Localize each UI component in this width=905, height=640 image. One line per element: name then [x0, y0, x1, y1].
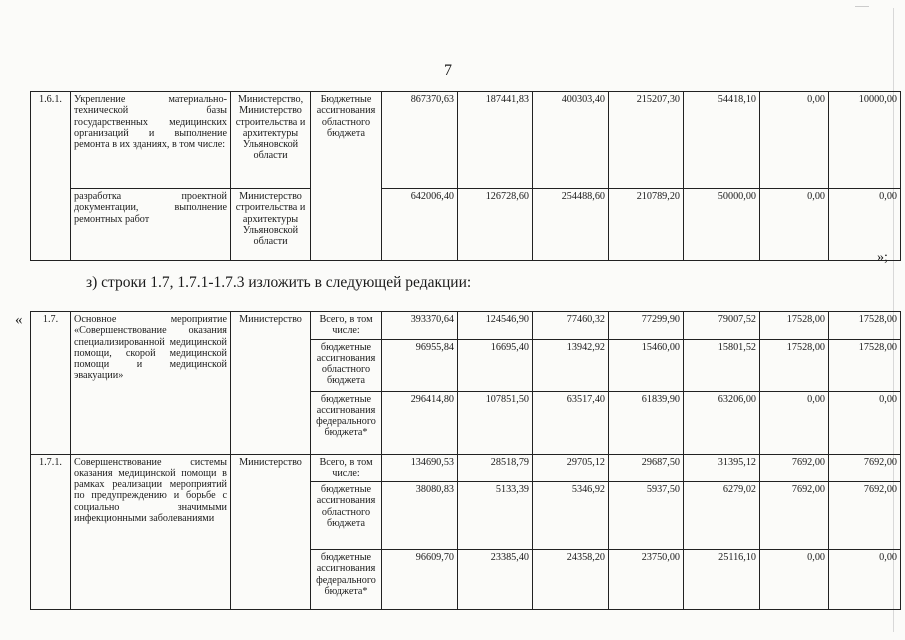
value-cell: 24358,20	[533, 550, 609, 610]
value-cell: 5937,50	[609, 482, 684, 550]
value-cell: 642006,40	[382, 189, 458, 261]
row-code: 1.7.	[31, 312, 71, 455]
value-cell: 96955,84	[382, 339, 458, 391]
value-cell: 16695,40	[458, 339, 533, 391]
value-cell: 15801,52	[684, 339, 760, 391]
value-cell: 29705,12	[533, 454, 609, 482]
row-code: 1.7.1.	[31, 454, 71, 610]
row-executor: Министерство	[231, 454, 311, 610]
value-cell: 17528,00	[829, 312, 901, 340]
value-cell: 134690,53	[382, 454, 458, 482]
value-cell: 0,00	[760, 391, 829, 454]
row-executor: Министерство	[231, 312, 311, 455]
value-cell: 31395,12	[684, 454, 760, 482]
value-cell: 124546,90	[458, 312, 533, 340]
row-code: 1.6.1.	[31, 92, 71, 261]
value-cell: 107851,50	[458, 391, 533, 454]
row-source: бюджетные ассигнования федерального бюджета*	[311, 391, 382, 454]
value-cell: 0,00	[760, 92, 829, 189]
row-executor: Министерство, Министерство строительства и архитектуры Ульяновской области	[231, 92, 311, 189]
value-cell: 867370,63	[382, 92, 458, 189]
value-cell: 25116,10	[684, 550, 760, 610]
row-source: бюджетные ассигнования областного бюджета	[311, 482, 382, 550]
value-cell: 0,00	[829, 550, 901, 610]
value-cell: 79007,52	[684, 312, 760, 340]
value-cell: 6279,02	[684, 482, 760, 550]
value-cell: 54418,10	[684, 92, 760, 189]
value-cell: 7692,00	[829, 454, 901, 482]
value-cell: 7692,00	[760, 482, 829, 550]
row-source: Бюджетные ассигнования областного бюджета	[311, 92, 382, 261]
value-cell: 29687,50	[609, 454, 684, 482]
row-executor: Министерство строительства и архитектуры Ульяновской области	[231, 189, 311, 261]
value-cell: 393370,64	[382, 312, 458, 340]
value-cell: 0,00	[760, 550, 829, 610]
value-cell: 96609,70	[382, 550, 458, 610]
value-cell: 0,00	[829, 391, 901, 454]
value-cell: 13942,92	[533, 339, 609, 391]
closing-quote-mark: »;	[877, 250, 888, 265]
value-cell: 254488,60	[533, 189, 609, 261]
value-cell: 10000,00	[829, 92, 901, 189]
row-name: Совершенствование системы оказания медицинской помощи в рамках реализации мероприятий по предупреждению и борьбе с социально значимыми инфекционными заболеваниями	[71, 454, 231, 610]
value-cell: 28518,79	[458, 454, 533, 482]
row-source: бюджетные ассигнования областного бюджета	[311, 339, 382, 391]
value-cell: 17528,00	[829, 339, 901, 391]
value-cell: 15460,00	[609, 339, 684, 391]
table-row	[31, 454, 901, 482]
scan-mark	[855, 6, 869, 7]
value-cell: 296414,80	[382, 391, 458, 454]
value-cell: 50000,00	[684, 189, 760, 261]
row-source: Всего, в том числе:	[311, 312, 382, 340]
value-cell: 77460,32	[533, 312, 609, 340]
value-cell: 77299,90	[609, 312, 684, 340]
row-name: разработка проектной документации, выполнение ремонтных работ	[71, 189, 231, 261]
value-cell: 23750,00	[609, 550, 684, 610]
table-row	[31, 312, 901, 340]
value-cell: 400303,40	[533, 92, 609, 189]
row-name: Укрепление материально-технической базы государственных медицинских организаций и выполнение ремонта в их зданиях, в том числе:	[71, 92, 231, 189]
value-cell: 17528,00	[760, 312, 829, 340]
value-cell: 126728,60	[458, 189, 533, 261]
row-name: Основное мероприятие «Совершенствование оказания специализированной медицинской помощи, скорой медицинской помощи и медицинской эвакуации»	[71, 312, 231, 455]
value-cell: 23385,40	[458, 550, 533, 610]
opening-quote-mark: «	[15, 312, 23, 328]
row-source: Всего, в том числе:	[311, 454, 382, 482]
amendment-instruction: з) строки 1.7, 1.7.1-1.7.3 изложить в следующей редакции:	[86, 274, 472, 291]
page-number: 7	[444, 62, 452, 79]
table-row	[31, 189, 901, 261]
table-rows-1-7	[30, 311, 901, 610]
value-cell: 17528,00	[760, 339, 829, 391]
value-cell: 5133,39	[458, 482, 533, 550]
value-cell: 187441,83	[458, 92, 533, 189]
table-row	[31, 92, 901, 189]
value-cell: 7692,00	[829, 482, 901, 550]
value-cell: 0,00	[760, 189, 829, 261]
value-cell: 7692,00	[760, 454, 829, 482]
value-cell: 63206,00	[684, 391, 760, 454]
table-row-1-6-1	[30, 91, 901, 261]
value-cell: 61839,90	[609, 391, 684, 454]
value-cell: 215207,30	[609, 92, 684, 189]
value-cell: 0,00	[829, 189, 901, 261]
value-cell: 5346,92	[533, 482, 609, 550]
value-cell: 38080,83	[382, 482, 458, 550]
value-cell: 63517,40	[533, 391, 609, 454]
row-source: бюджетные ассигнования федерального бюджета*	[311, 550, 382, 610]
value-cell: 210789,20	[609, 189, 684, 261]
